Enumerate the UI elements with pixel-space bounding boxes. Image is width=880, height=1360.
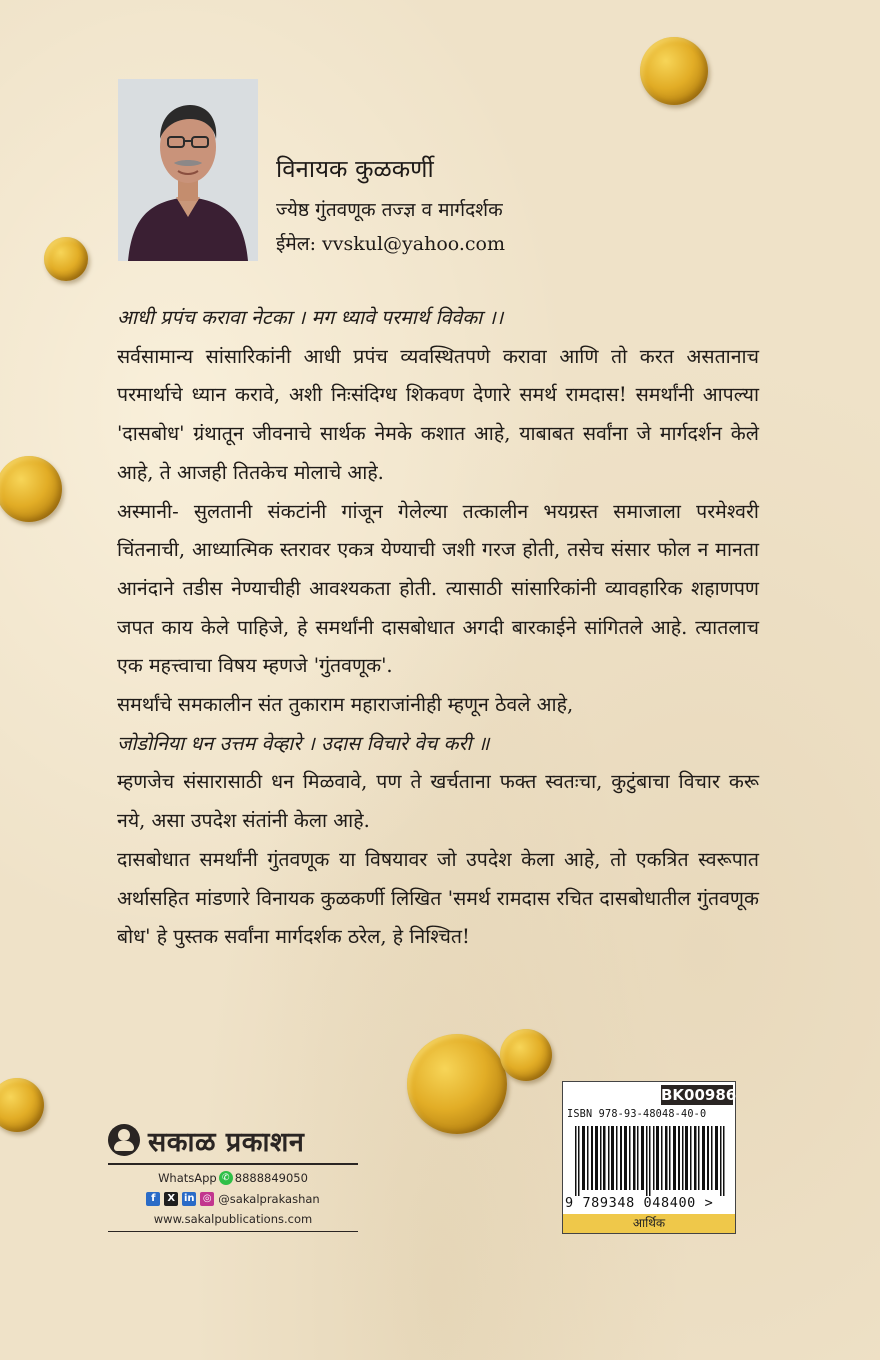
divider-bottom (108, 1231, 358, 1232)
author-email[interactable]: vvskul@yahoo.com (321, 233, 506, 255)
author-name: विनायक कुळकर्णी (276, 155, 434, 183)
barcode-digits: 9 789348 048400 > (565, 1195, 714, 1211)
whatsapp-line (108, 1169, 358, 1187)
category-label: आर्थिक (563, 1214, 735, 1233)
whatsapp-number[interactable]: 8888849050 (234, 1171, 308, 1185)
gold-coin-top-right (640, 37, 708, 105)
paragraph-3: समर्थांचे समकालीन संत तुकाराम महाराजांनीही म्हणून ठेवले आहे, (117, 693, 574, 717)
website-line (108, 1210, 358, 1228)
social-handle[interactable]: @sakalprakashan (218, 1192, 320, 1206)
x-twitter-icon[interactable]: X (164, 1192, 178, 1206)
blurb-text (117, 299, 759, 957)
website-link[interactable]: www.sakalpublications.com (153, 1212, 313, 1226)
whatsapp-label: WhatsApp (158, 1171, 217, 1185)
paragraph-4: म्हणजेच संसारासाठी धन मिळवावे, पण ते खर्चताना फक्त स्वतःचा, कुटुंबाचा विचार करू नये, असा उपदेश संतांनी केला आहे. (117, 770, 759, 833)
linkedin-icon[interactable]: in (184, 1193, 195, 1204)
instagram-icon[interactable]: ◎ (200, 1192, 214, 1206)
opening-verse: आधी प्रपंच करावा नेटका । मग ध्यावे परमार्थ विवेका ।। (117, 306, 504, 329)
book-code: BK00986 (661, 1086, 737, 1104)
paragraph-5: दासबोधात समर्थांनी गुंतवणूक या विषयावर जो उपदेश केला आहे, तो एकत्रित स्वरूपात अर्थासहित मांडणारे विनायक कुळकर्णी लिखित 'समर्थ रामदास रचित दासबोधातील गुंतवणूक बोध' हे पुस्तक सर्वांना मार्गदर्शक ठरेल, हे निश्चित! (117, 847, 759, 949)
divider-top (108, 1163, 358, 1165)
author-email-line (276, 230, 505, 256)
email-label: ईमेल: (276, 233, 316, 255)
author-title: ज्येष्ठ गुंतवणूक तज्ज्ञ व मार्गदर्शक (276, 199, 503, 221)
publisher-contact (108, 1169, 358, 1228)
gold-coin-left-bottom (0, 1078, 44, 1132)
gold-coin-left-upper (44, 237, 88, 281)
author-photo (118, 79, 258, 261)
publisher-logo (108, 1120, 358, 1160)
publisher-name: सकाळ प्रकाशन (148, 1126, 305, 1158)
gold-coin-bottom-small (500, 1029, 552, 1081)
paragraph-2: अस्मानी- सुलतानी संकटांनी गांजून गेलेल्या तत्कालीन भयग्रस्त समाजाला परमेश्वरी चिंतनाची, आध्यात्मिक स्तरावर एकत्र येण्याची जशी गरज होती, तसेच संसार फोल न मानता आनंदाने तडीस नेण्याचीही आवश्यकता होती. त्यासाठी सांसारिकांनी व्यावहारिक शहाणपण जपत काय केले पाहिजे, हे समर्थांनी दासबोधात अगदी बारकाईने सांगितले आहे. त्यातलाच एक महत्त्वाचा विषय म्हणजे 'गुंतवणूक'. (117, 499, 759, 678)
gold-coin-left-middle (0, 456, 62, 522)
whatsapp-icon: ✆ (219, 1171, 233, 1185)
tukaram-verse: जोडोनिया धन उत्तम वेव्हारे । उदास विचारे वेच करी ॥ (117, 731, 490, 755)
paragraph-1: सर्वसामान्य सांसारिकांनी आधी प्रपंच व्यवस्थितपणे करावा आणि तो करत असतानाच परमार्थाचे ध्यान करावे, अशी निःसंदिग्ध शिकवण देणारे समर्थ रामदास! समर्थांनी आपल्या 'दासबोध' ग्रंथातून जीवनाचे सार्थक नेमके कशात आहे, याबाबत सर्वांना जे मार्गदर्शन केले आहे, ते आजही तितकेच मोलाचे आहे. (117, 344, 759, 484)
barcode-panel (562, 1081, 736, 1234)
barcode-bars (575, 1126, 725, 1196)
isbn-text: ISBN 978-93-48048-40-0 (567, 1109, 707, 1120)
social-line (108, 1190, 358, 1208)
publisher-emblem-icon (108, 1124, 140, 1156)
facebook-icon[interactable]: f (146, 1192, 160, 1206)
gold-coin-bottom-large (407, 1034, 507, 1134)
